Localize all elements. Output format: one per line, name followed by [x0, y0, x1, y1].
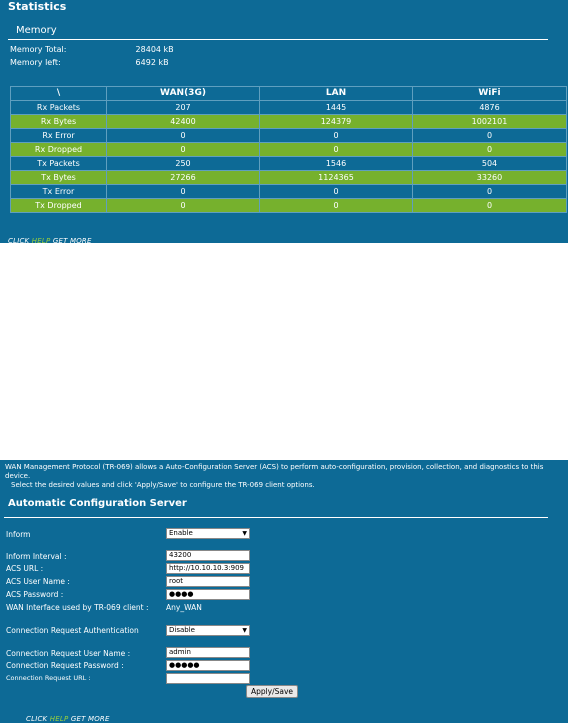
column-header-wan: WAN(3G): [107, 87, 260, 101]
table-row: [11, 101, 567, 115]
help-more-text: GET MORE: [52, 237, 92, 245]
tr069-description: [5, 463, 567, 490]
cell-value: 33260: [413, 171, 567, 185]
memory-total-label: Memory Total:: [10, 45, 67, 54]
page-title: Statistics: [8, 0, 67, 13]
conn-url-label: Connection Request URL :: [6, 674, 91, 682]
inform-interval-label: Inform Interval :: [6, 552, 67, 561]
cell-value: 250: [107, 157, 260, 171]
acs-user-label: ACS User Name :: [6, 577, 70, 586]
column-header-wifi: WiFi: [413, 87, 567, 101]
cell-value: 1124365: [260, 171, 413, 185]
acs-url-input[interactable]: http://10.10.10.3:909: [166, 563, 250, 574]
conn-auth-label: Connection Request Authentication: [6, 626, 139, 635]
cell-value: 1002101: [413, 115, 567, 129]
chevron-down-icon: ▼: [242, 530, 247, 537]
description-line-1: WAN Management Protocol (TR-069) allows a Auto-Configuration Server (ACS) to perform auto-configuration, provision, collection, and diagnostics to this device.: [5, 463, 544, 480]
table-header-row: [11, 87, 567, 101]
cell-value: 0: [260, 185, 413, 199]
cell-value: 1546: [260, 157, 413, 171]
table-row: [11, 115, 567, 129]
table-row: [11, 157, 567, 171]
wan-interface-label: WAN Interface used by TR-069 client :: [6, 603, 149, 612]
section-divider: [4, 517, 548, 518]
apply-save-button[interactable]: Apply/Save: [246, 685, 298, 698]
cell-value: 504: [413, 157, 567, 171]
table-row: [11, 185, 567, 199]
acs-section-title: Automatic Configuration Server: [8, 498, 187, 509]
help-more-text: GET MORE: [70, 715, 110, 723]
conn-password-input[interactable]: ●●●●●: [166, 660, 250, 671]
cell-value: 1445: [260, 101, 413, 115]
cell-value: 0: [107, 199, 260, 213]
inform-interval-input[interactable]: 43200: [166, 550, 250, 561]
cell-value: 42400: [107, 115, 260, 129]
help-link[interactable]: [8, 237, 92, 245]
row-label: Rx Dropped: [11, 143, 107, 157]
column-header: \: [11, 87, 107, 101]
row-label: Tx Packets: [11, 157, 107, 171]
row-label: Tx Bytes: [11, 171, 107, 185]
description-line-2: Select the desired values and click 'Apply/Save' to configure the TR-069 client options.: [11, 481, 315, 489]
cell-value: 0: [260, 199, 413, 213]
conn-auth-selected-value: Disable: [169, 626, 195, 634]
cell-value: 4876: [413, 101, 567, 115]
conn-user-label: Connection Request User Name :: [6, 649, 131, 658]
inform-select[interactable]: [166, 528, 250, 539]
acs-url-label: ACS URL :: [6, 564, 44, 573]
conn-user-input[interactable]: admin: [166, 647, 250, 658]
wan-interface-value: Any_WAN: [166, 603, 202, 612]
cell-value: 0: [413, 185, 567, 199]
memory-total-value: 28404 kB: [135, 45, 174, 54]
help-highlight-text[interactable]: HELP: [49, 715, 69, 723]
table-row: [11, 199, 567, 213]
row-label: Tx Dropped: [11, 199, 107, 213]
memory-section-title: Memory: [16, 25, 57, 36]
inform-selected-value: Enable: [169, 529, 193, 537]
cell-value: 27266: [107, 171, 260, 185]
table-row: [11, 143, 567, 157]
cell-value: 0: [107, 143, 260, 157]
help-highlight-text[interactable]: HELP: [31, 237, 51, 245]
row-label: Rx Error: [11, 129, 107, 143]
statistics-panel: [0, 0, 568, 243]
help-click-text: CLICK: [8, 237, 30, 245]
cell-value: 0: [107, 185, 260, 199]
conn-auth-select[interactable]: [166, 625, 250, 636]
memory-left-row: [10, 58, 169, 67]
acs-user-input[interactable]: root: [166, 576, 250, 587]
acs-password-input[interactable]: ●●●●: [166, 589, 250, 600]
cell-value: 0: [413, 143, 567, 157]
chevron-down-icon: ▼: [242, 627, 247, 634]
cell-value: 124379: [260, 115, 413, 129]
acs-password-label: ACS Password :: [6, 590, 64, 599]
row-label: Rx Packets: [11, 101, 107, 115]
conn-password-label: Connection Request Password :: [6, 661, 124, 670]
column-header-lan: LAN: [260, 87, 413, 101]
cell-value: 0: [413, 129, 567, 143]
table-row: [11, 171, 567, 185]
cell-value: 0: [107, 129, 260, 143]
help-link[interactable]: [26, 715, 110, 723]
row-label: Tx Error: [11, 185, 107, 199]
section-divider: [8, 39, 548, 40]
memory-left-value: 6492 kB: [135, 58, 169, 67]
inform-label: Inform: [6, 530, 31, 539]
cell-value: 0: [413, 199, 567, 213]
traffic-stats-table: [10, 86, 567, 213]
table-row: [11, 129, 567, 143]
memory-total-row: [10, 45, 174, 54]
cell-value: 0: [260, 129, 413, 143]
row-label: Rx Bytes: [11, 115, 107, 129]
tr069-panel: [0, 460, 568, 723]
memory-left-label: Memory left:: [10, 58, 61, 67]
conn-url-input[interactable]: [166, 673, 250, 684]
help-click-text: CLICK: [26, 715, 48, 723]
cell-value: 207: [107, 101, 260, 115]
cell-value: 0: [260, 143, 413, 157]
